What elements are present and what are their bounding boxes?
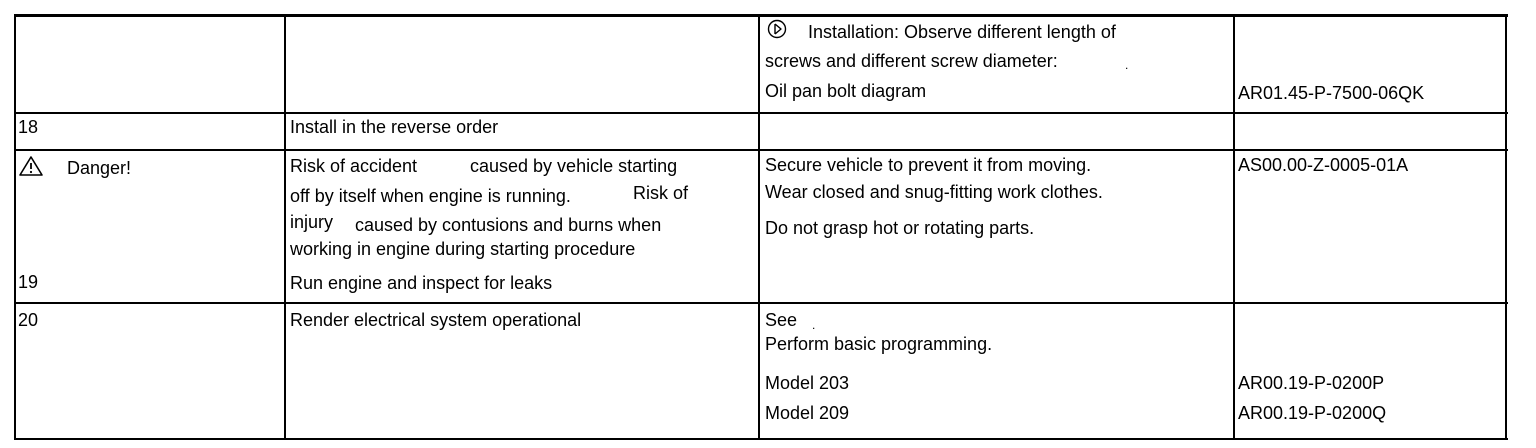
step-number: 18: [18, 117, 39, 137]
cell-text: Install in the reverse order: [290, 117, 499, 137]
cell-text: injury: [290, 212, 334, 232]
table-rule: [14, 149, 1508, 151]
table-rule: [284, 14, 286, 440]
cell-text: .: [1125, 58, 1129, 72]
cell-text: Risk of: [633, 183, 689, 203]
cell-text: Do not grasp hot or rotating parts.: [765, 218, 1035, 238]
cell-text: caused by vehicle starting: [470, 156, 678, 176]
note-icon: [766, 19, 788, 39]
cell-text: Secure vehicle to prevent it from moving.: [765, 155, 1092, 175]
cell-text: AR00.19-P-0200Q: [1238, 403, 1387, 423]
step-number: 20: [18, 310, 39, 330]
table-rule: [14, 112, 1508, 114]
cell-text: AS00.00-Z-0005-01A: [1238, 155, 1409, 175]
cell-text: Run engine and inspect for leaks: [290, 273, 553, 293]
cell-text: Model 203: [765, 373, 850, 393]
cell-text: Installation: Observe different length of: [808, 22, 1116, 42]
table-rule: [1505, 14, 1507, 440]
danger-label: Danger!: [67, 158, 132, 178]
warning-triangle-icon: [18, 155, 44, 177]
cell-text: working in engine during starting procedure: [290, 239, 636, 259]
table-rule: [758, 14, 760, 440]
cell-text: AR00.19-P-0200P: [1238, 373, 1385, 393]
cell-text: screws and different screw diameter:: [765, 51, 1058, 71]
cell-text: Wear closed and snug-fitting work clothes.: [765, 182, 1103, 202]
table-rule: [14, 14, 16, 440]
cell-text: .: [812, 318, 816, 332]
cell-text: See: [765, 310, 798, 330]
table-rule: [14, 302, 1508, 304]
table-rule: [1233, 14, 1235, 440]
table-rule: [14, 438, 1508, 440]
cell-text: Model 209: [765, 403, 850, 423]
cell-text: Risk of accident: [290, 156, 418, 176]
cell-text: off by itself when engine is running.: [290, 186, 571, 206]
cell-text: caused by contusions and burns when: [355, 215, 662, 235]
cell-text: Perform basic programming.: [765, 334, 993, 354]
step-number: 19: [18, 272, 39, 292]
cell-text: Oil pan bolt diagram: [765, 81, 927, 101]
cell-text: Render electrical system operational: [290, 310, 582, 330]
table-rule: [14, 14, 1508, 17]
cell-text: AR01.45-P-7500-06QK: [1238, 83, 1425, 103]
